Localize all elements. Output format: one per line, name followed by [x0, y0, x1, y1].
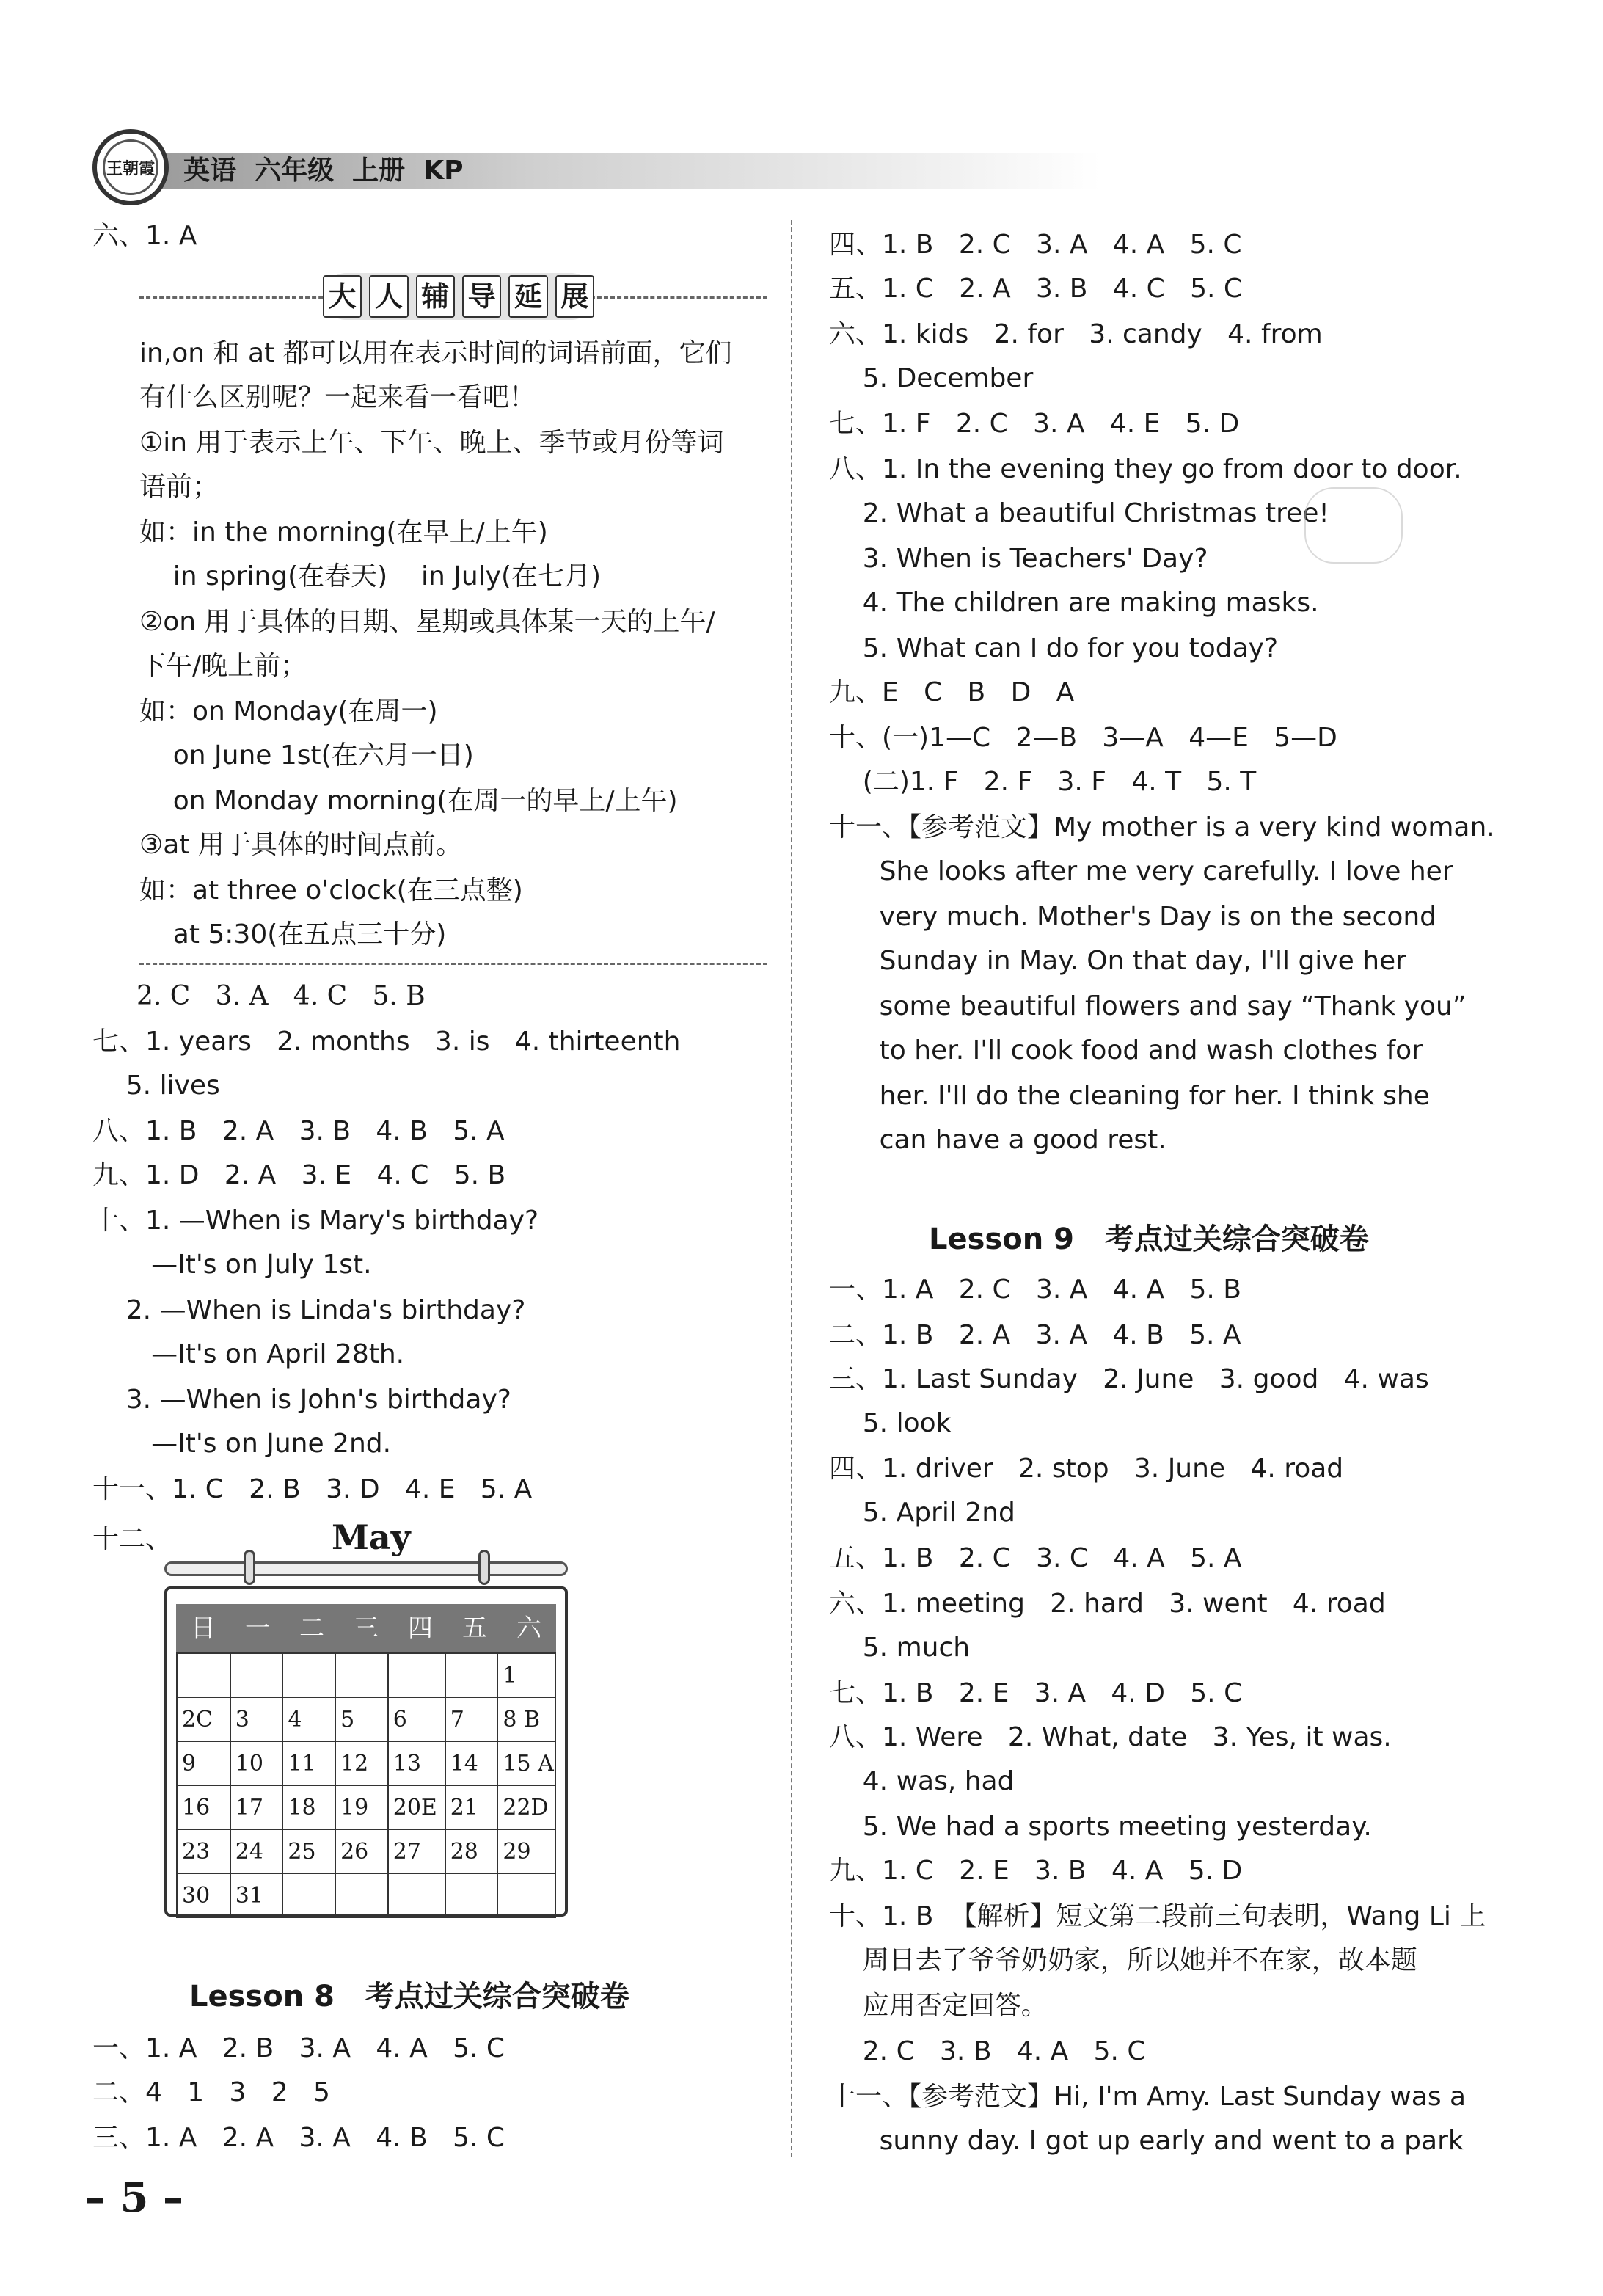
- banner-divider-bottom: [139, 963, 767, 965]
- weekday: 三: [354, 1614, 379, 1643]
- calendar-day: 11: [282, 1741, 335, 1785]
- lesson9-line: 应用否定回答。: [829, 1991, 1048, 2021]
- lesson9-line: 六、1. meeting 2. hard 3. went 4. road: [829, 1589, 1386, 1619]
- watermark-stamp: [1304, 487, 1403, 564]
- left-line-7: ②on 用于具体的日期、星期或具体某一天的上午/: [139, 607, 715, 637]
- calendar-day: 13: [388, 1741, 445, 1785]
- right-line-12: (二)1. F 2. F 3. F 4. T 5. T: [829, 767, 1257, 797]
- left-line-23: —It's on April 28th.: [92, 1339, 405, 1369]
- calendar-day: [335, 1873, 388, 1917]
- calendar-day: 8 B: [497, 1697, 555, 1741]
- calendar-day: 12: [335, 1741, 388, 1785]
- right-line-5: 八、1. In the evening they go from door to door.: [829, 454, 1462, 484]
- calendar-day: 4: [282, 1697, 335, 1741]
- left-line-4: 语前；: [139, 472, 219, 502]
- calendar-day: 2C: [177, 1697, 230, 1741]
- publisher-logo: [92, 129, 169, 205]
- calendar-day: [230, 1653, 283, 1697]
- left-line-3: ①in 用于表示上午、下午、晚上、季节或月份等词: [139, 428, 724, 458]
- calendar-day: [388, 1653, 445, 1697]
- calendar-week: [177, 1653, 555, 1697]
- left-line-16: 七、1. years 2. months 3. is 4. thirteenth: [92, 1027, 681, 1057]
- weekday: 二: [299, 1614, 324, 1643]
- calendar-week: [177, 1741, 555, 1785]
- left-line-25: —It's on June 2nd.: [92, 1429, 392, 1459]
- left-line-0: 六、1. A: [92, 221, 197, 251]
- left-line-27: 十二、: [92, 1524, 172, 1554]
- calendar-rod: [164, 1561, 568, 1576]
- weekday: 五: [462, 1614, 487, 1643]
- calendar-day: [445, 1873, 498, 1917]
- calendar: [164, 1586, 568, 1917]
- lesson9-line: 八、1. Were 2. What, date 3. Yes, it was.: [829, 1722, 1392, 1752]
- left-line-13: 如：at three o'clock(在三点整): [139, 875, 523, 905]
- calendar-day: 29: [497, 1829, 555, 1873]
- calendar-day: 9: [177, 1741, 230, 1785]
- left-line-1: in,on 和 at 都可以用在表示时间的词语前面，它们: [139, 338, 732, 368]
- calendar-day: [335, 1653, 388, 1697]
- lesson9-line: 十一、【参考范文】Hi, I'm Amy. Last Sunday was a: [829, 2082, 1467, 2112]
- left-line-6: in spring(在春天) in July(在七月): [139, 561, 602, 591]
- banner-char: 展: [555, 275, 594, 318]
- lesson9-line: 周日去了爷爷奶奶家，所以她并不在家，故本题: [829, 1945, 1417, 1975]
- lesson9-line: 十、1. B 【解析】短文第二段前三句表明，Wang Li 上: [829, 1901, 1486, 1931]
- calendar-day: 31: [230, 1873, 283, 1917]
- right-line-3: 5. December: [829, 363, 1034, 393]
- lesson8-line: 二、4 1 3 2 5: [92, 2077, 330, 2107]
- lesson9-line: 一、1. A 2. C 3. A 4. A 5. B: [829, 1275, 1241, 1305]
- left-line-5: 如：in the morning(在早上/上午): [139, 517, 548, 547]
- calendar-week: [177, 1829, 555, 1873]
- page-number: – 5 –: [85, 2173, 183, 2222]
- lesson8-title: Lesson 8 考点过关综合突破卷: [189, 1980, 629, 2013]
- left-line-26: 十一、1. C 2. B 3. D 4. E 5. A: [92, 1474, 533, 1504]
- right-line-18: to her. I'll cook food and wash clothes for: [829, 1035, 1423, 1065]
- lesson9-line: 二、1. B 2. A 3. A 4. B 5. A: [829, 1320, 1241, 1350]
- calendar-day: 28: [445, 1829, 498, 1873]
- calendar-day: 18: [282, 1785, 335, 1829]
- right-line-11: 十、(一)1—C 2—B 3—A 4—E 5—D: [829, 723, 1337, 753]
- calendar-day: 1: [497, 1653, 555, 1697]
- lesson9-line: 5. We had a sports meeting yesterday.: [829, 1812, 1372, 1842]
- right-line-7: 3. When is Teachers' Day?: [829, 544, 1208, 574]
- calendar-day: 22D: [497, 1785, 555, 1829]
- lesson9-line: 三、1. Last Sunday 2. June 3. good 4. was: [829, 1364, 1429, 1394]
- left-line-8: 下午/晚上前；: [139, 651, 307, 681]
- calendar-day: [388, 1873, 445, 1917]
- lesson8-line: 一、1. A 2. B 3. A 4. A 5. C: [92, 2033, 505, 2063]
- right-line-20: can have a good rest.: [829, 1125, 1166, 1155]
- left-line-17: 5. lives: [92, 1071, 220, 1101]
- right-line-17: some beautiful flowers and say “Thank you”: [829, 991, 1467, 1021]
- lesson9-line: 五、1. B 2. C 3. C 4. A 5. A: [829, 1543, 1242, 1573]
- calendar-day: 26: [335, 1829, 388, 1873]
- calendar-day: 17: [230, 1785, 283, 1829]
- calendar-day: 19: [335, 1785, 388, 1829]
- lesson9-line: sunny day. I got up early and went to a park: [829, 2126, 1464, 2156]
- calendar-day: 10: [230, 1741, 283, 1785]
- right-line-16: Sunday in May. On that day, I'll give her: [829, 946, 1406, 976]
- calendar-day: 27: [388, 1829, 445, 1873]
- calendar-weekday-header: [176, 1604, 556, 1652]
- banner-char: 延: [508, 275, 547, 318]
- left-line-9: 如：on Monday(在周一): [139, 696, 438, 726]
- right-line-9: 5. What can I do for you today?: [829, 633, 1279, 663]
- lesson9-line: 4. was, had: [829, 1766, 1015, 1796]
- right-line-2: 六、1. kids 2. for 3. candy 4. from: [829, 319, 1323, 349]
- weekday: 六: [516, 1614, 541, 1643]
- left-line-21: —It's on July 1st.: [92, 1250, 372, 1280]
- calendar-day: 23: [177, 1829, 230, 1873]
- right-line-0: 四、1. B 2. C 3. A 4. A 5. C: [829, 230, 1242, 260]
- lesson9-title: Lesson 9 考点过关综合突破卷: [929, 1222, 1369, 1256]
- lesson9-line: 2. C 3. B 4. A 5. C: [829, 2036, 1146, 2066]
- column-divider: [791, 220, 792, 2157]
- lesson9-line: 九、1. C 2. E 3. B 4. A 5. D: [829, 1856, 1243, 1886]
- calendar-day: [177, 1653, 230, 1697]
- calendar-day: 7: [445, 1697, 498, 1741]
- left-line-12: ③at 用于具体的时间点前。: [139, 830, 462, 860]
- weekday: 一: [245, 1614, 270, 1643]
- right-line-6: 2. What a beautiful Christmas tree!: [829, 498, 1329, 528]
- left-line-19: 九、1. D 2. A 3. E 4. C 5. B: [92, 1160, 506, 1190]
- lesson9-line: 5. April 2nd: [829, 1498, 1015, 1528]
- calendar-week: [177, 1873, 555, 1917]
- calendar-day: 21: [445, 1785, 498, 1829]
- left-line-20: 十、1. —When is Mary's birthday?: [92, 1206, 539, 1236]
- banner-char: 辅: [416, 275, 455, 318]
- calendar-day: 30: [177, 1873, 230, 1917]
- lesson9-line: 5. look: [829, 1408, 952, 1438]
- logo-text: 王朝霞: [103, 139, 158, 195]
- calendar-day: [282, 1873, 335, 1917]
- lesson9-line: 七、1. B 2. E 3. A 4. D 5. C: [829, 1678, 1243, 1708]
- header-title: 英语 六年级 上册 KP: [183, 156, 464, 186]
- tutoring-banner: [323, 273, 594, 320]
- left-line-15: 2. C 3. A 4. C 5. B: [136, 981, 426, 1011]
- lesson9-line: 5. much: [829, 1633, 971, 1663]
- calendar-day: 15 A: [497, 1741, 555, 1785]
- calendar-day: [282, 1653, 335, 1697]
- right-line-8: 4. The children are making masks.: [829, 588, 1319, 618]
- weekday: 四: [408, 1614, 433, 1643]
- right-line-1: 五、1. C 2. A 3. B 4. C 5. C: [829, 274, 1243, 304]
- left-line-22: 2. —When is Linda's birthday?: [92, 1295, 526, 1325]
- right-line-14: She looks after me very carefully. I love her: [829, 856, 1453, 886]
- calendar-day: 20E: [388, 1785, 445, 1829]
- weekday: 日: [191, 1614, 216, 1643]
- right-line-19: her. I'll do the cleaning for her. I think she: [829, 1081, 1430, 1111]
- calendar-month: May: [332, 1517, 411, 1557]
- calendar-day: 16: [177, 1785, 230, 1829]
- left-line-10: on June 1st(在六月一日): [139, 740, 474, 770]
- lesson8-line: 三、1. A 2. A 3. A 4. B 5. C: [92, 2123, 505, 2153]
- calendar-ring: [244, 1550, 255, 1585]
- calendar-day: 6: [388, 1697, 445, 1741]
- calendar-day: 14: [445, 1741, 498, 1785]
- left-line-18: 八、1. B 2. A 3. B 4. B 5. A: [92, 1116, 505, 1146]
- calendar-grid: [176, 1652, 556, 1918]
- calendar-day: 5: [335, 1697, 388, 1741]
- calendar-day: 24: [230, 1829, 283, 1873]
- right-line-15: very much. Mother's Day is on the second: [829, 902, 1437, 932]
- right-line-10: 九、E C B D A: [829, 677, 1075, 707]
- calendar-week: [177, 1697, 555, 1741]
- calendar-week: [177, 1785, 555, 1829]
- calendar-day: 3: [230, 1697, 283, 1741]
- left-line-11: on Monday morning(在周一的早上/上午): [139, 786, 678, 816]
- left-line-24: 3. —When is John's birthday?: [92, 1385, 511, 1415]
- banner-char: 大: [323, 275, 362, 318]
- calendar-day: [497, 1873, 555, 1917]
- lesson9-line: 四、1. driver 2. stop 3. June 4. road: [829, 1454, 1344, 1484]
- right-line-13: 十一、【参考范文】My mother is a very kind woman.: [829, 812, 1495, 842]
- left-line-14: at 5:30(在五点三十分): [139, 919, 447, 950]
- calendar-day: 25: [282, 1829, 335, 1873]
- left-line-2: 有什么区别呢？一起来看一看吧！: [139, 382, 536, 412]
- calendar-ring: [478, 1550, 490, 1585]
- right-line-4: 七、1. F 2. C 3. A 4. E 5. D: [829, 409, 1240, 439]
- banner-char: 导: [462, 275, 501, 318]
- calendar-day: [445, 1653, 498, 1697]
- banner-char: 人: [369, 275, 408, 318]
